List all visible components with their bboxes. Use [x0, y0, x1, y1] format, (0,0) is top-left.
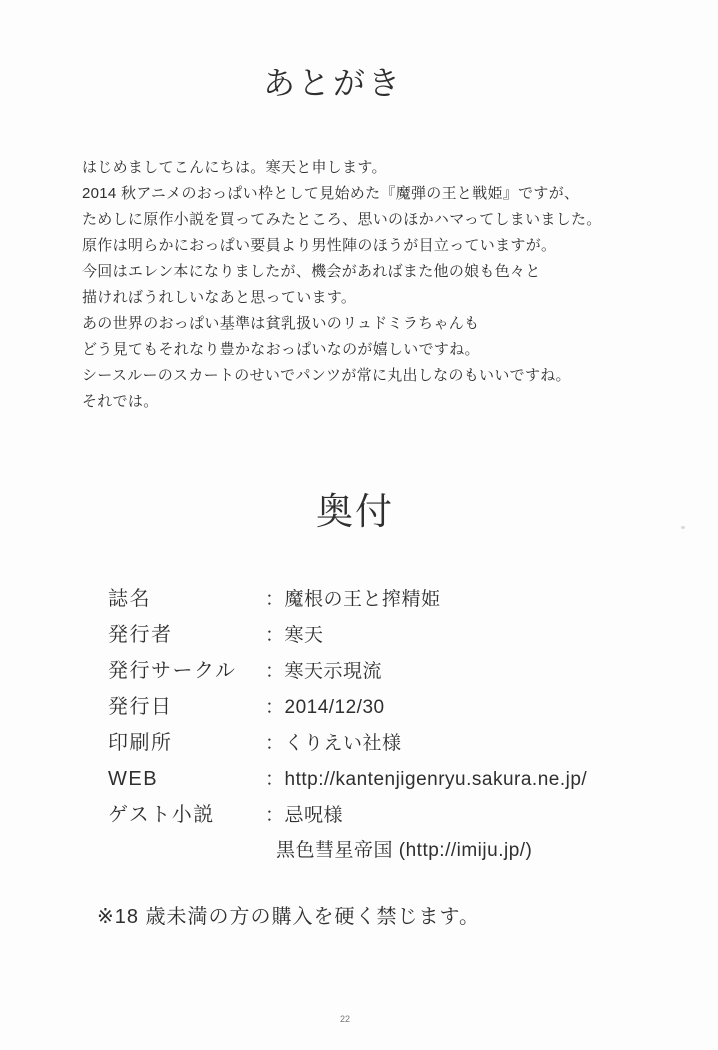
scan-artifact-dot — [681, 526, 685, 529]
colophon-value: ：寒天示現流 — [265, 661, 383, 682]
page-number-text: 22 — [339, 1014, 350, 1024]
colophon-value: ：くりえい社様 — [265, 733, 402, 754]
afterword-line: それでは。 — [82, 393, 159, 410]
afterword-title — [0, 66, 718, 101]
colophon-label: WEB — [108, 768, 159, 790]
colophon-value: ：忌呪様 — [265, 805, 344, 826]
afterword-title-text: あとがき — [262, 65, 403, 101]
afterword-line: あの世界のおっぱい基準は貧乳扱いのリュドミラちゃんも — [82, 315, 480, 332]
age-restriction-notice: ※18 歳未満の方の購入を硬く禁じます。 — [97, 906, 480, 928]
colophon-label: 発行サークル — [108, 660, 237, 682]
colophon-label: ゲスト小説 — [108, 804, 215, 826]
afterword-body — [82, 155, 662, 415]
afterword-line: 2014 秋アニメのおっぱい枠として見始めた『魔弾の王と戦姫』ですが、 — [82, 185, 580, 202]
colophon-row-printer — [108, 725, 668, 761]
colophon-row-guest — [108, 797, 668, 833]
afterword-line: どう見てもそれなり豊かなおっぱいなのが嬉しいですね。 — [82, 341, 480, 358]
colophon-label: 誌名 — [108, 588, 151, 610]
colophon-row-guest-extra — [108, 833, 668, 869]
colophon-label: 発行者 — [108, 624, 173, 646]
colophon-value: ：寒天 — [265, 625, 324, 646]
afterword-line: ためしに原作小説を買ってみたところ、思いのほかハマってしまいました。 — [82, 211, 602, 228]
colophon-value-url: ：http://kantenjigenryu.sakura.ne.jp/ — [265, 769, 588, 790]
colophon-guest-extra: 黒色彗星帝国 (http://imiju.jp/) — [276, 840, 533, 861]
colophon-label: 発行日 — [108, 696, 173, 718]
afterword-line: はじめましてこんにちは。寒天と申します。 — [82, 159, 387, 176]
colophon-value: ：魔根の王と搾精姫 — [265, 589, 441, 610]
afterword-line: シースルーのスカートのせいでパンツが常に丸出しなのもいいですね。 — [82, 367, 571, 384]
colophon-table — [108, 581, 668, 869]
colophon-row-circle — [108, 653, 668, 689]
page-number — [0, 1014, 718, 1024]
afterword-line: 原作は明らかにおっぱい要員より男性陣のほうが目立っていますが。 — [82, 237, 557, 254]
colophon-value: ：2014/12/30 — [265, 697, 385, 718]
colophon-label: 印刷所 — [108, 732, 173, 754]
colophon-title — [0, 492, 718, 533]
colophon-row-title — [108, 581, 668, 617]
colophon-row-date — [108, 689, 668, 725]
afterword-line: 今回はエレン本になりましたが、機会があればまた他の娘も色々と — [82, 263, 541, 280]
afterword-line: 描ければうれしいなあと思っています。 — [82, 289, 357, 306]
colophon-row-publisher — [108, 617, 668, 653]
colophon-row-web — [108, 761, 668, 797]
colophon-title-text: 奥付 — [316, 491, 394, 532]
